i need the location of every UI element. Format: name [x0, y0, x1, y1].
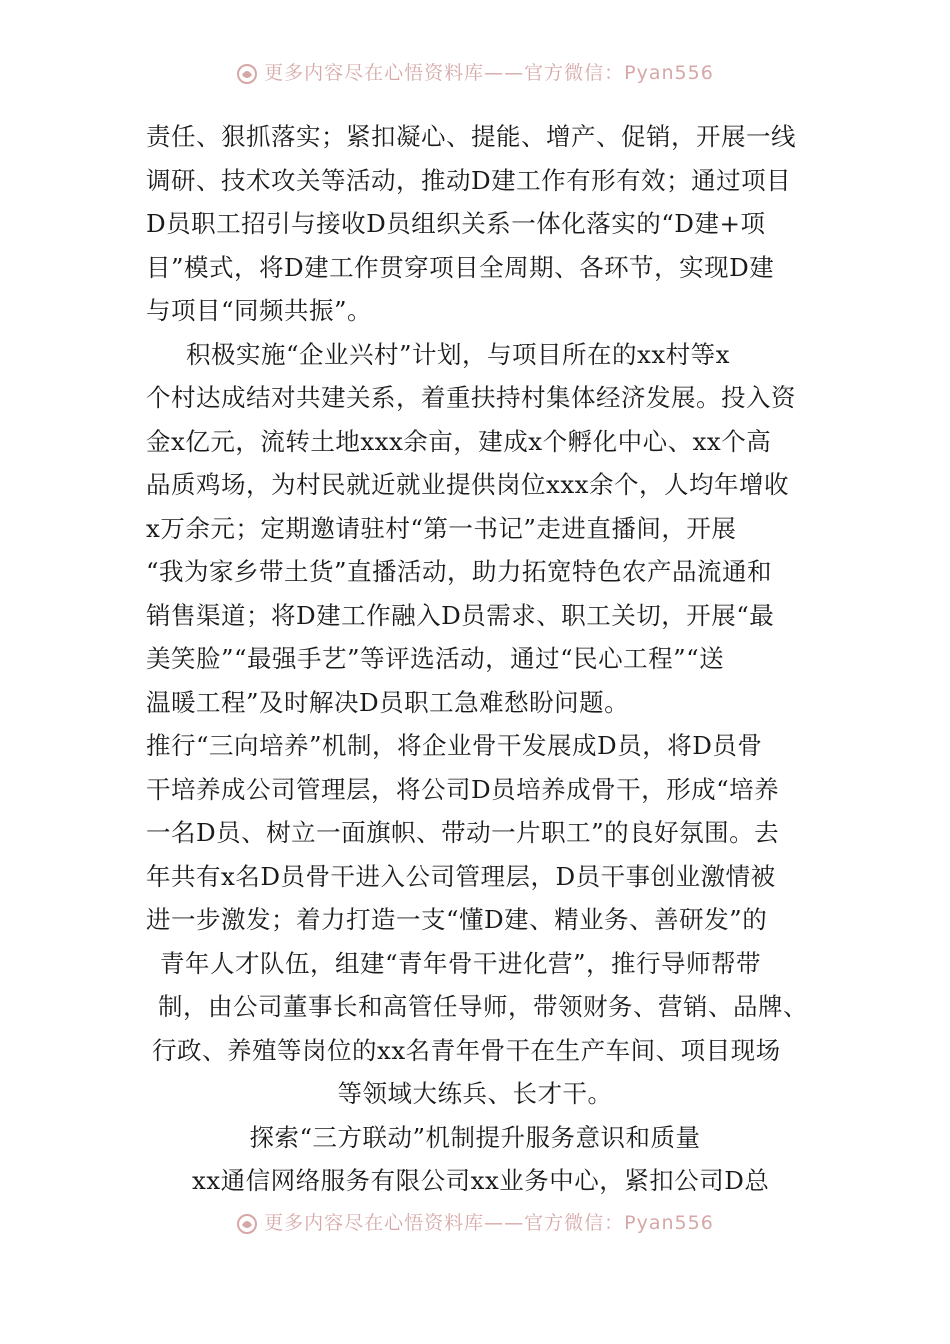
logo-icon [236, 63, 258, 85]
text-line: “我为家乡带土货”直播活动，助力拓宽特色农产品流通和 [146, 557, 773, 586]
text-line: 进一步激发；着力打造一支“懂D建、精业务、善研发”的 [146, 905, 768, 934]
text-line: xx通信网络服务有限公司xx业务中心，紧扣公司D总 [192, 1166, 770, 1195]
text-line: 干培养成公司管理层，将公司D员培养成骨干，形成“培养 [146, 775, 780, 804]
text-line: 销售渠道；将D建工作融入D员需求、职工关切，开展“最 [146, 601, 775, 630]
text-line: D员职工招引与接收D员组织关系一体化落实的“D建+项 [146, 209, 766, 238]
text-line: 制，由公司董事长和高管任导师，带领财务、营销、品牌、 [158, 992, 808, 1021]
text-line: 年共有x名D员骨干进入公司管理层，D员干事创业激情被 [146, 862, 776, 891]
section-heading: 探索“三方联动”机制提升服务意识和质量 [249, 1123, 701, 1152]
text-line: 金x亿元，流转土地xxx余亩，建成x个孵化中心、xx个高 [146, 427, 772, 456]
text-line: 青年人才队伍，组建“青年骨干进化营”，推行导师帮带 [160, 949, 762, 978]
text-line: x万余元；定期邀请驻村“第一书记”走进直播间，开展 [146, 514, 737, 543]
text-line: 积极实施“企业兴村”计划，与项目所在的xx村等x [186, 340, 730, 369]
text-line: 责任、狠抓落实；紧扣凝心、提能、增产、促销，开展一线 [146, 122, 796, 151]
watermark-text: 更多内容尽在心悟资料库——官方微信：Pyan556 [264, 62, 714, 84]
text-line: 推行“三向培养”机制，将企业骨干发展成D员，将D员骨 [146, 731, 763, 760]
text-line: 品质鸡场，为村民就近就业提供岗位xxx余个，人均年增收 [146, 470, 789, 499]
text-line: 目”模式，将D建工作贯穿项目全周期、各环节，实现D建 [146, 253, 775, 282]
text-line-centered: 等领域大练兵、长才干。 [337, 1079, 613, 1108]
text-line: 个村达成结对共建关系，着重扶持村集体经济发展。投入资 [146, 383, 796, 412]
watermark-top [0, 58, 950, 85]
text-line: 与项目“同频共振”。 [146, 296, 373, 325]
logo-icon [236, 1213, 258, 1235]
text-line: 行政、养殖等岗位的xx名青年骨干在生产车间、项目现场 [152, 1036, 781, 1065]
text-line: 美笑脸”“最强手艺”等评选活动，通过“民心工程”“送 [146, 644, 725, 673]
text-line: 调研、技术攻关等活动，推动D建工作有形有效；通过项目 [146, 166, 792, 195]
watermark-bottom [0, 1208, 950, 1235]
watermark-text: 更多内容尽在心悟资料库——官方微信：Pyan556 [264, 1212, 714, 1234]
text-line: 温暖工程”及时解决D员职工急难愁盼问题。 [146, 688, 630, 717]
text-line: 一名D员、树立一面旗帜、带动一片职工”的良好氛围。去 [146, 818, 780, 847]
